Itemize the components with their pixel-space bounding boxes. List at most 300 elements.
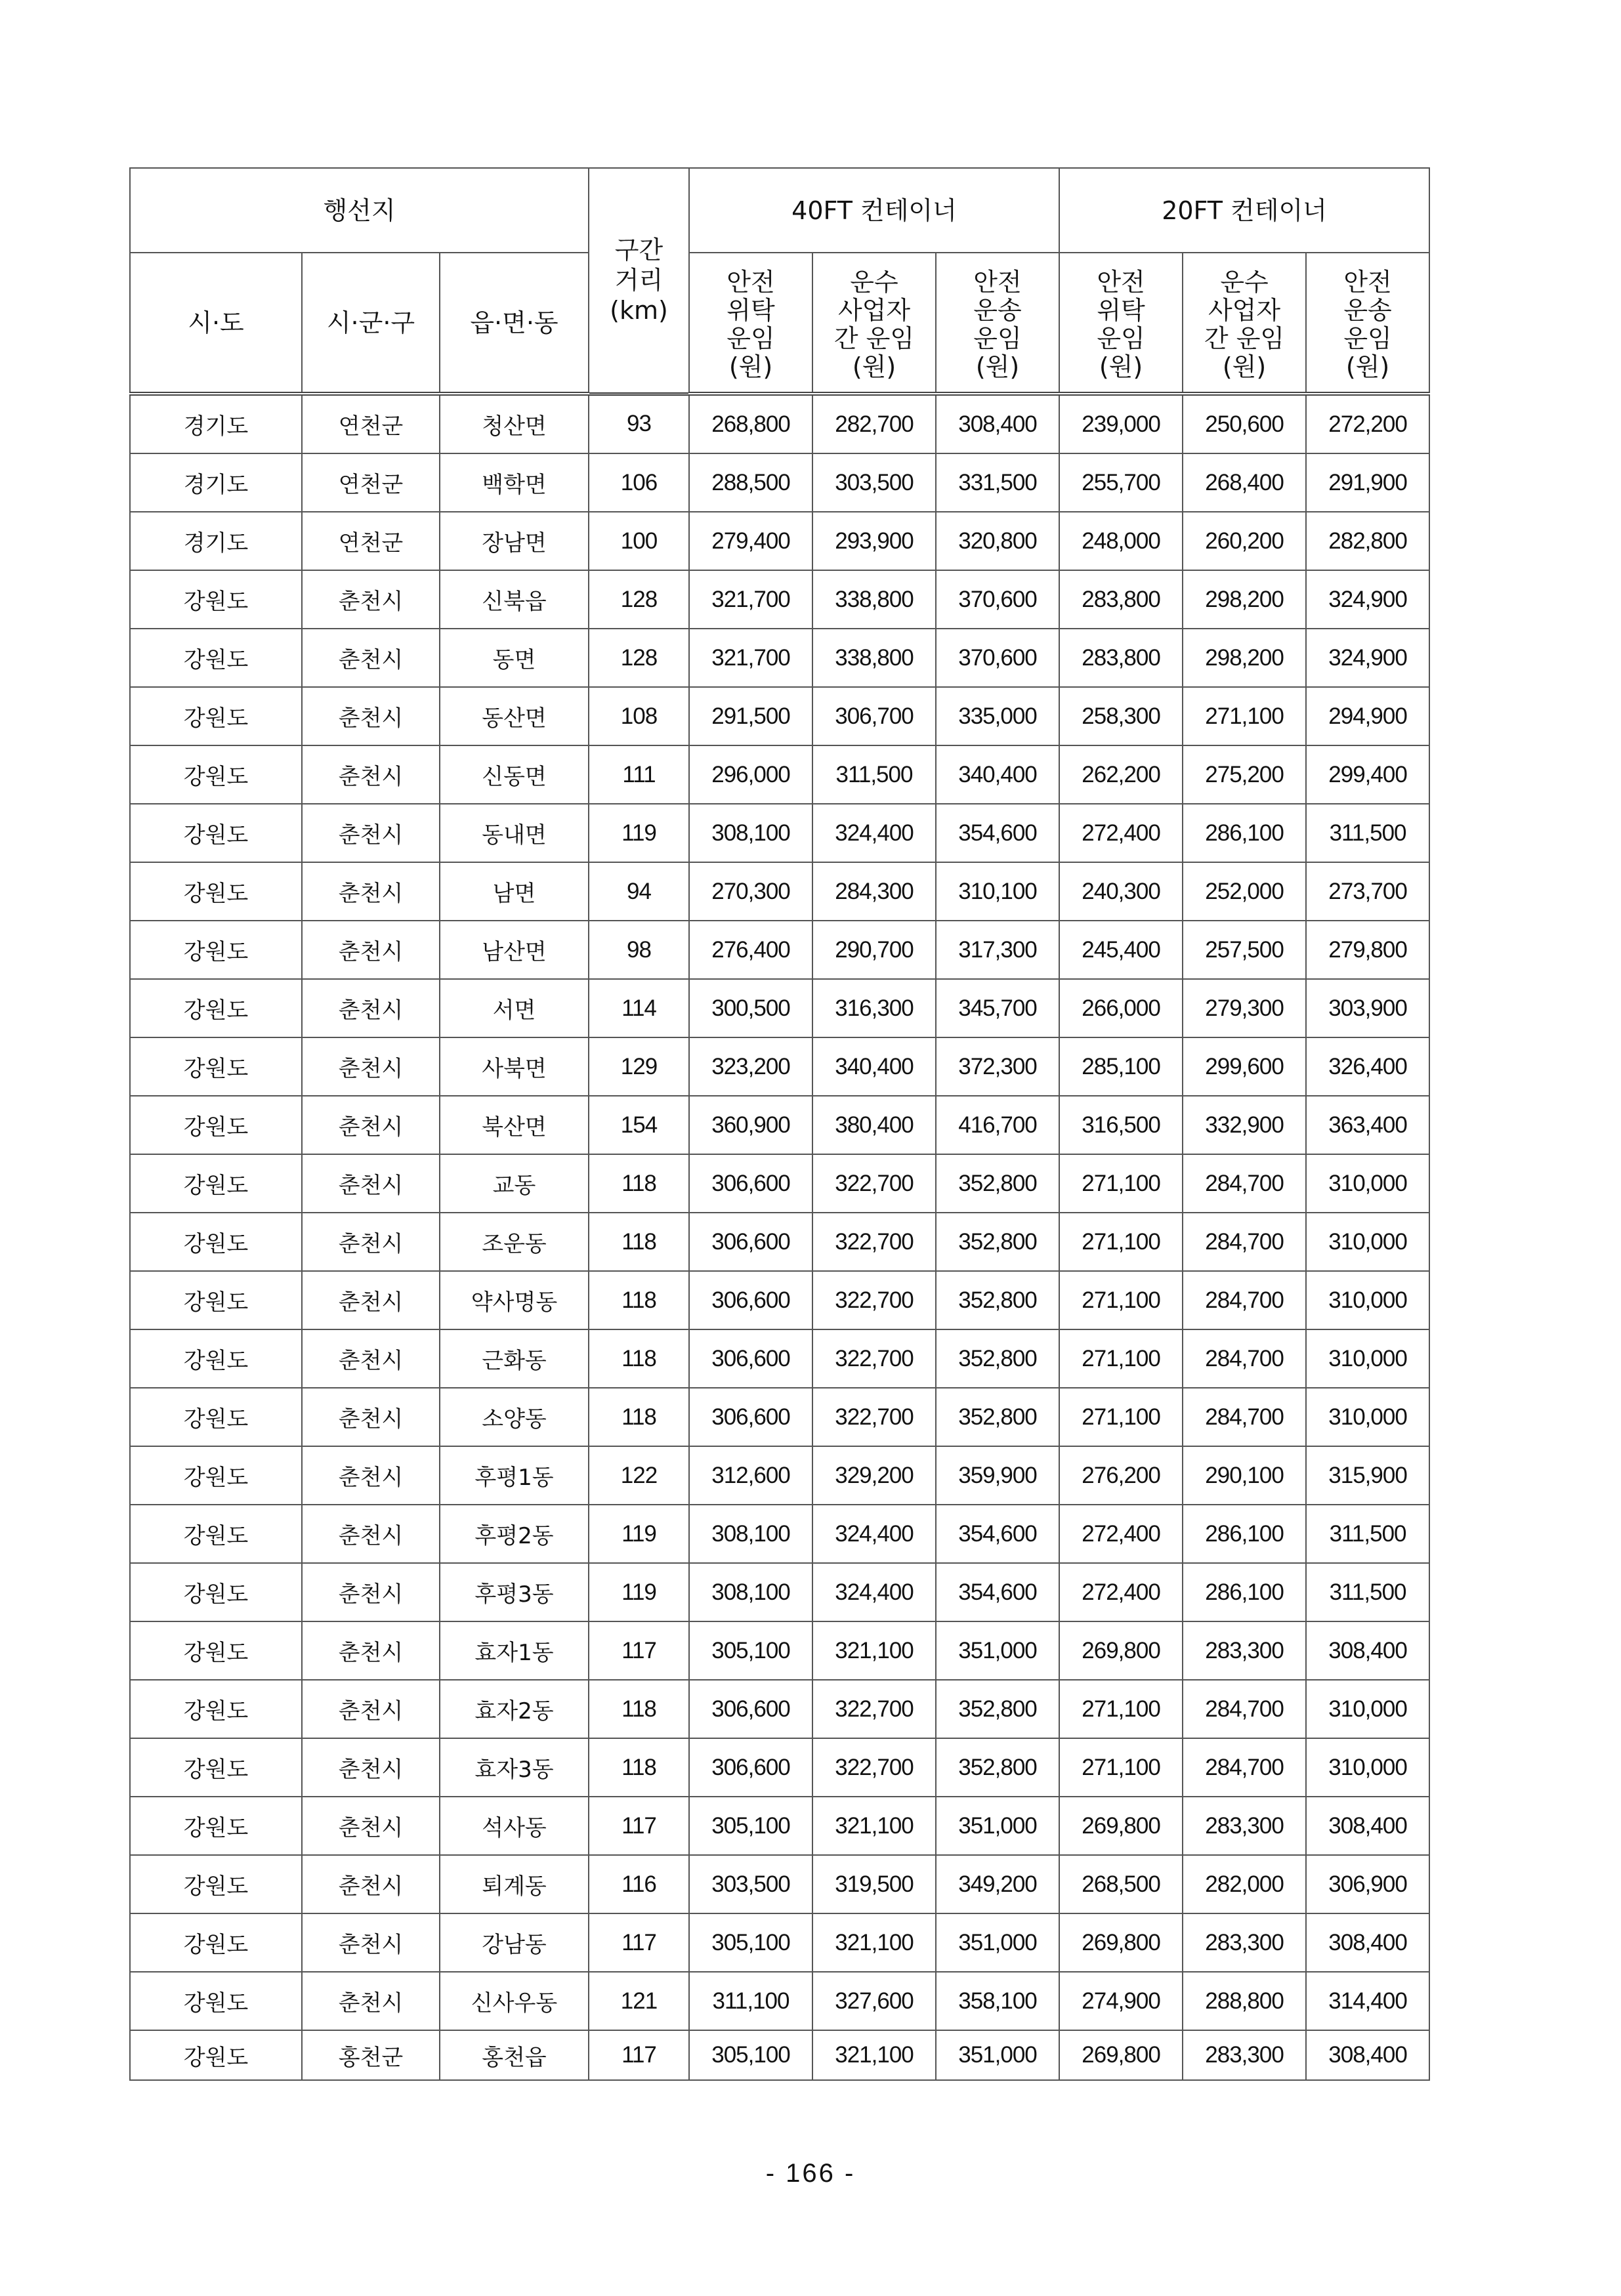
cell-distance: 118: [589, 1271, 689, 1329]
cell-province: 강원도: [130, 745, 302, 804]
table-row: [130, 979, 1429, 1037]
cell-40ft-safety-consign: 306,600: [689, 1154, 812, 1213]
table-row: [130, 1388, 1429, 1446]
cell-province: 강원도: [130, 1096, 302, 1154]
header-city: 시·군·구: [302, 253, 440, 394]
cell-city: 연천군: [302, 453, 440, 512]
table-row: [130, 1271, 1429, 1329]
cell-20ft-safety-transport: 324,900: [1306, 629, 1429, 687]
cell-40ft-safety-transport: 354,600: [936, 1505, 1059, 1563]
table-row: [130, 1621, 1429, 1680]
cell-40ft-carrier: 303,500: [812, 453, 936, 512]
cell-20ft-carrier: 284,700: [1183, 1329, 1306, 1388]
cell-city: 연천군: [302, 394, 440, 453]
cell-40ft-safety-transport: 331,500: [936, 453, 1059, 512]
cell-40ft-safety-consign: 306,600: [689, 1388, 812, 1446]
cell-city: 춘천시: [302, 1505, 440, 1563]
header-destination: 행선지: [130, 168, 589, 253]
cell-20ft-carrier: 283,300: [1183, 1913, 1306, 1972]
table-row: [130, 2030, 1429, 2080]
cell-40ft-safety-consign: 288,500: [689, 453, 812, 512]
cell-town: 홍천읍: [440, 2030, 589, 2080]
table-row: [130, 1213, 1429, 1271]
cell-town: 약사명동: [440, 1271, 589, 1329]
cell-20ft-carrier: 279,300: [1183, 979, 1306, 1037]
header-line: (원): [728, 352, 773, 381]
header-line: 운임: [726, 324, 775, 353]
cell-20ft-safety-consign: 271,100: [1059, 1738, 1183, 1797]
header-line: 안전: [1343, 267, 1392, 297]
cell-40ft-carrier: 322,700: [812, 1271, 936, 1329]
cell-20ft-safety-consign: 271,100: [1059, 1329, 1183, 1388]
cell-town: 북산면: [440, 1096, 589, 1154]
cell-distance: 94: [589, 862, 689, 921]
cell-20ft-safety-transport: 308,400: [1306, 1797, 1429, 1855]
cell-20ft-safety-transport: 311,500: [1306, 1563, 1429, 1621]
cell-40ft-safety-transport: 416,700: [936, 1096, 1059, 1154]
table-row: [130, 1505, 1429, 1563]
cell-distance: 100: [589, 512, 689, 570]
cell-distance: 106: [589, 453, 689, 512]
cell-province: 강원도: [130, 687, 302, 745]
cell-20ft-safety-transport: 310,000: [1306, 1213, 1429, 1271]
cell-20ft-carrier: 271,100: [1183, 687, 1306, 745]
cell-province: 강원도: [130, 862, 302, 921]
cell-province: 강원도: [130, 979, 302, 1037]
cell-province: 강원도: [130, 2030, 302, 2080]
cell-40ft-carrier: 322,700: [812, 1738, 936, 1797]
cell-20ft-safety-transport: 279,800: [1306, 921, 1429, 979]
table-row: [130, 804, 1429, 862]
cell-20ft-safety-transport: 324,900: [1306, 570, 1429, 629]
cell-40ft-safety-consign: 291,500: [689, 687, 812, 745]
cell-town: 남산면: [440, 921, 589, 979]
cell-town: 근화동: [440, 1329, 589, 1388]
table-row: [130, 453, 1429, 512]
cell-20ft-safety-consign: 240,300: [1059, 862, 1183, 921]
cell-40ft-safety-consign: 305,100: [689, 1797, 812, 1855]
cell-40ft-carrier: 284,300: [812, 862, 936, 921]
cell-20ft-safety-transport: 272,200: [1306, 394, 1429, 453]
cell-20ft-safety-transport: 310,000: [1306, 1680, 1429, 1738]
cell-20ft-safety-transport: 314,400: [1306, 1972, 1429, 2030]
cell-40ft-safety-transport: 310,100: [936, 862, 1059, 921]
cell-40ft-carrier: 311,500: [812, 745, 936, 804]
cell-20ft-safety-consign: 248,000: [1059, 512, 1183, 570]
cell-40ft-safety-consign: 308,100: [689, 1563, 812, 1621]
cell-town: 신북읍: [440, 570, 589, 629]
header-distance: [589, 168, 689, 394]
cell-40ft-safety-transport: 340,400: [936, 745, 1059, 804]
table-row: [130, 921, 1429, 979]
cell-20ft-safety-consign: 262,200: [1059, 745, 1183, 804]
cell-distance: 117: [589, 1797, 689, 1855]
cell-20ft-safety-transport: 310,000: [1306, 1329, 1429, 1388]
cell-40ft-safety-transport: 317,300: [936, 921, 1059, 979]
cell-20ft-safety-consign: 283,800: [1059, 570, 1183, 629]
cell-distance: 118: [589, 1154, 689, 1213]
table-row: [130, 862, 1429, 921]
cell-40ft-safety-consign: 323,200: [689, 1037, 812, 1096]
table-row: [130, 512, 1429, 570]
cell-20ft-carrier: 284,700: [1183, 1271, 1306, 1329]
cell-40ft-safety-consign: 312,600: [689, 1446, 812, 1505]
cell-40ft-safety-consign: 305,100: [689, 2030, 812, 2080]
cell-40ft-safety-transport: 358,100: [936, 1972, 1059, 2030]
table-row: [130, 1738, 1429, 1797]
cell-20ft-carrier: 286,100: [1183, 1563, 1306, 1621]
page-number: - 166 -: [765, 2159, 856, 2188]
cell-40ft-safety-consign: 321,700: [689, 570, 812, 629]
cell-distance: 122: [589, 1446, 689, 1505]
cell-20ft-carrier: 298,200: [1183, 570, 1306, 629]
cell-20ft-carrier: 284,700: [1183, 1388, 1306, 1446]
table-row: [130, 687, 1429, 745]
cell-city: 춘천시: [302, 1797, 440, 1855]
header-line: 운송: [1343, 295, 1392, 325]
cell-40ft-carrier: 321,100: [812, 1621, 936, 1680]
cell-distance: 93: [589, 394, 689, 453]
cell-town: 후평3동: [440, 1563, 589, 1621]
cell-city: 춘천시: [302, 1388, 440, 1446]
cell-20ft-carrier: 275,200: [1183, 745, 1306, 804]
cell-20ft-carrier: 286,100: [1183, 1505, 1306, 1563]
cell-city: 홍천군: [302, 2030, 440, 2080]
table-row: [130, 1797, 1429, 1855]
cell-distance: 119: [589, 1505, 689, 1563]
cell-20ft-safety-transport: 310,000: [1306, 1738, 1429, 1797]
cell-20ft-safety-consign: 266,000: [1059, 979, 1183, 1037]
cell-town: 동내면: [440, 804, 589, 862]
header-40ft-carrier-fare: [812, 253, 936, 394]
cell-20ft-safety-transport: 308,400: [1306, 1913, 1429, 1972]
cell-40ft-safety-transport: 352,800: [936, 1388, 1059, 1446]
header-20ft-safety-transport-fare: [1306, 253, 1429, 394]
cell-province: 경기도: [130, 394, 302, 453]
cell-20ft-safety-consign: 272,400: [1059, 804, 1183, 862]
cell-40ft-safety-consign: 308,100: [689, 1505, 812, 1563]
cell-province: 강원도: [130, 1446, 302, 1505]
header-line: (원): [975, 352, 1020, 381]
cell-40ft-safety-consign: 305,100: [689, 1621, 812, 1680]
cell-distance: 117: [589, 1913, 689, 1972]
cell-province: 강원도: [130, 1271, 302, 1329]
cell-distance: 129: [589, 1037, 689, 1096]
cell-40ft-safety-transport: 352,800: [936, 1680, 1059, 1738]
table-row: [130, 1096, 1429, 1154]
cell-town: 남면: [440, 862, 589, 921]
cell-20ft-safety-consign: 276,200: [1059, 1446, 1183, 1505]
cell-40ft-safety-transport: 345,700: [936, 979, 1059, 1037]
cell-province: 경기도: [130, 453, 302, 512]
header-line: (원): [1222, 352, 1267, 381]
cell-40ft-safety-transport: 359,900: [936, 1446, 1059, 1505]
cell-distance: 117: [589, 2030, 689, 2080]
cell-40ft-safety-transport: 352,800: [936, 1738, 1059, 1797]
cell-40ft-safety-consign: 279,400: [689, 512, 812, 570]
cell-province: 강원도: [130, 629, 302, 687]
cell-distance: 154: [589, 1096, 689, 1154]
cell-40ft-carrier: 380,400: [812, 1096, 936, 1154]
cell-20ft-safety-transport: 291,900: [1306, 453, 1429, 512]
table-header: [130, 168, 1429, 394]
header-line: 위탁: [1097, 295, 1145, 325]
cell-20ft-safety-transport: 311,500: [1306, 1505, 1429, 1563]
cell-province: 강원도: [130, 1680, 302, 1738]
cell-20ft-safety-transport: 294,900: [1306, 687, 1429, 745]
cell-20ft-safety-consign: 274,900: [1059, 1972, 1183, 2030]
cell-distance: 119: [589, 1563, 689, 1621]
table-row: [130, 1037, 1429, 1096]
table-row: [130, 1913, 1429, 1972]
cell-20ft-carrier: 250,600: [1183, 394, 1306, 453]
cell-40ft-carrier: 338,800: [812, 570, 936, 629]
cell-40ft-safety-transport: 349,200: [936, 1855, 1059, 1913]
cell-20ft-safety-transport: 315,900: [1306, 1446, 1429, 1505]
cell-20ft-safety-consign: 245,400: [1059, 921, 1183, 979]
cell-20ft-safety-transport: 363,400: [1306, 1096, 1429, 1154]
cell-20ft-carrier: 299,600: [1183, 1037, 1306, 1096]
header-line: 사업자: [837, 295, 911, 325]
cell-40ft-safety-transport: 351,000: [936, 1621, 1059, 1680]
table-row: [130, 629, 1429, 687]
cell-city: 춘천시: [302, 1271, 440, 1329]
header-line: 운수: [850, 267, 898, 297]
cell-city: 춘천시: [302, 570, 440, 629]
cell-40ft-carrier: 324,400: [812, 1563, 936, 1621]
cell-40ft-safety-transport: 370,600: [936, 629, 1059, 687]
header-distance-line: 거리: [614, 266, 663, 295]
cell-20ft-carrier: 298,200: [1183, 629, 1306, 687]
cell-40ft-carrier: 327,600: [812, 1972, 936, 2030]
cell-20ft-safety-transport: 308,400: [1306, 1621, 1429, 1680]
cell-40ft-safety-transport: 352,800: [936, 1329, 1059, 1388]
cell-city: 춘천시: [302, 804, 440, 862]
cell-town: 조운동: [440, 1213, 589, 1271]
cell-distance: 114: [589, 979, 689, 1037]
cell-40ft-safety-consign: 270,300: [689, 862, 812, 921]
table-row: [130, 1154, 1429, 1213]
cell-20ft-carrier: 282,000: [1183, 1855, 1306, 1913]
table-row: [130, 1329, 1429, 1388]
cell-city: 춘천시: [302, 745, 440, 804]
cell-20ft-carrier: 332,900: [1183, 1096, 1306, 1154]
cell-province: 강원도: [130, 1913, 302, 1972]
fare-table: [129, 167, 1430, 2081]
header-distance-line: (km): [610, 296, 668, 325]
cell-20ft-carrier: 257,500: [1183, 921, 1306, 979]
cell-province: 강원도: [130, 1563, 302, 1621]
table-row: [130, 1855, 1429, 1913]
cell-40ft-safety-consign: 306,600: [689, 1213, 812, 1271]
cell-town: 소양동: [440, 1388, 589, 1446]
cell-city: 춘천시: [302, 1738, 440, 1797]
cell-20ft-carrier: 252,000: [1183, 862, 1306, 921]
cell-40ft-carrier: 282,700: [812, 394, 936, 453]
header-40ft-container: 40FT 컨테이너: [689, 168, 1059, 253]
cell-20ft-safety-consign: 255,700: [1059, 453, 1183, 512]
header-20ft-container: 20FT 컨테이너: [1059, 168, 1429, 253]
cell-town: 신사우동: [440, 1972, 589, 2030]
cell-distance: 116: [589, 1855, 689, 1913]
cell-40ft-carrier: 322,700: [812, 1388, 936, 1446]
cell-town: 교동: [440, 1154, 589, 1213]
header-40ft-safety-transport-fare: [936, 253, 1059, 394]
cell-20ft-safety-consign: 269,800: [1059, 1913, 1183, 1972]
cell-40ft-carrier: 290,700: [812, 921, 936, 979]
cell-town: 동산면: [440, 687, 589, 745]
cell-20ft-safety-consign: 269,800: [1059, 1797, 1183, 1855]
cell-city: 춘천시: [302, 1621, 440, 1680]
cell-20ft-safety-consign: 271,100: [1059, 1271, 1183, 1329]
cell-20ft-safety-transport: 303,900: [1306, 979, 1429, 1037]
cell-city: 춘천시: [302, 1154, 440, 1213]
cell-40ft-carrier: 324,400: [812, 804, 936, 862]
header-distance-line: 구간: [614, 236, 663, 265]
cell-province: 강원도: [130, 1972, 302, 2030]
cell-40ft-safety-consign: 305,100: [689, 1913, 812, 1972]
cell-20ft-safety-transport: 326,400: [1306, 1037, 1429, 1096]
cell-40ft-carrier: 340,400: [812, 1037, 936, 1096]
cell-city: 춘천시: [302, 921, 440, 979]
cell-city: 춘천시: [302, 1913, 440, 1972]
cell-20ft-safety-consign: 271,100: [1059, 1388, 1183, 1446]
cell-40ft-carrier: 338,800: [812, 629, 936, 687]
cell-40ft-safety-consign: 268,800: [689, 394, 812, 453]
cell-20ft-safety-consign: 316,500: [1059, 1096, 1183, 1154]
cell-town: 서면: [440, 979, 589, 1037]
cell-20ft-safety-transport: 273,700: [1306, 862, 1429, 921]
cell-20ft-carrier: 288,800: [1183, 1972, 1306, 2030]
cell-distance: 118: [589, 1738, 689, 1797]
cell-province: 강원도: [130, 1329, 302, 1388]
cell-40ft-carrier: 321,100: [812, 2030, 936, 2080]
cell-20ft-safety-consign: 271,100: [1059, 1213, 1183, 1271]
cell-province: 강원도: [130, 921, 302, 979]
table-row: [130, 1972, 1429, 2030]
cell-20ft-safety-transport: 311,500: [1306, 804, 1429, 862]
cell-40ft-safety-transport: 354,600: [936, 1563, 1059, 1621]
cell-20ft-carrier: 286,100: [1183, 804, 1306, 862]
cell-city: 춘천시: [302, 1563, 440, 1621]
cell-town: 석사동: [440, 1797, 589, 1855]
cell-20ft-safety-transport: 299,400: [1306, 745, 1429, 804]
cell-town: 효자3동: [440, 1738, 589, 1797]
cell-40ft-safety-transport: 352,800: [936, 1154, 1059, 1213]
cell-20ft-safety-consign: 271,100: [1059, 1154, 1183, 1213]
cell-40ft-carrier: 306,700: [812, 687, 936, 745]
cell-40ft-safety-consign: 308,100: [689, 804, 812, 862]
cell-city: 춘천시: [302, 1037, 440, 1096]
cell-20ft-safety-consign: 285,100: [1059, 1037, 1183, 1096]
header-line: (원): [1099, 352, 1143, 381]
cell-40ft-carrier: 316,300: [812, 979, 936, 1037]
cell-40ft-safety-consign: 321,700: [689, 629, 812, 687]
cell-20ft-safety-transport: 310,000: [1306, 1154, 1429, 1213]
cell-city: 춘천시: [302, 1446, 440, 1505]
header-20ft-safety-consign-fare: [1059, 253, 1183, 394]
cell-40ft-carrier: 322,700: [812, 1213, 936, 1271]
cell-40ft-safety-consign: 306,600: [689, 1271, 812, 1329]
cell-40ft-safety-consign: 276,400: [689, 921, 812, 979]
cell-province: 강원도: [130, 1154, 302, 1213]
cell-town: 백학면: [440, 453, 589, 512]
cell-town: 효자2동: [440, 1680, 589, 1738]
fare-table-container: [129, 167, 1430, 2081]
cell-20ft-carrier: 283,300: [1183, 1797, 1306, 1855]
cell-40ft-carrier: 322,700: [812, 1329, 936, 1388]
cell-city: 춘천시: [302, 1329, 440, 1388]
cell-city: 춘천시: [302, 862, 440, 921]
cell-40ft-carrier: 321,100: [812, 1913, 936, 1972]
cell-40ft-safety-consign: 311,100: [689, 1972, 812, 2030]
table-row: [130, 394, 1429, 453]
cell-province: 강원도: [130, 570, 302, 629]
header-40ft-safety-consign-fare: [689, 253, 812, 394]
cell-town: 강남동: [440, 1913, 589, 1972]
cell-40ft-carrier: 322,700: [812, 1680, 936, 1738]
cell-40ft-carrier: 321,100: [812, 1797, 936, 1855]
cell-province: 강원도: [130, 1621, 302, 1680]
cell-40ft-safety-consign: 296,000: [689, 745, 812, 804]
cell-40ft-safety-transport: 370,600: [936, 570, 1059, 629]
cell-province: 강원도: [130, 1855, 302, 1913]
header-line: 운임: [1343, 324, 1392, 353]
header-line: 운송: [973, 295, 1022, 325]
cell-20ft-safety-consign: 239,000: [1059, 394, 1183, 453]
cell-40ft-safety-transport: 351,000: [936, 1797, 1059, 1855]
cell-distance: 108: [589, 687, 689, 745]
cell-20ft-safety-consign: 268,500: [1059, 1855, 1183, 1913]
cell-province: 강원도: [130, 1738, 302, 1797]
cell-distance: 128: [589, 629, 689, 687]
header-line: 간 운임: [833, 324, 915, 353]
cell-20ft-safety-consign: 272,400: [1059, 1563, 1183, 1621]
cell-20ft-carrier: 284,700: [1183, 1154, 1306, 1213]
table-row: [130, 745, 1429, 804]
cell-40ft-safety-consign: 360,900: [689, 1096, 812, 1154]
cell-province: 경기도: [130, 512, 302, 570]
cell-20ft-safety-consign: 272,400: [1059, 1505, 1183, 1563]
cell-20ft-safety-transport: 282,800: [1306, 512, 1429, 570]
cell-20ft-safety-transport: 310,000: [1306, 1271, 1429, 1329]
cell-20ft-carrier: 290,100: [1183, 1446, 1306, 1505]
cell-40ft-carrier: 322,700: [812, 1154, 936, 1213]
cell-town: 퇴계동: [440, 1855, 589, 1913]
cell-city: 춘천시: [302, 1972, 440, 2030]
cell-20ft-safety-transport: 308,400: [1306, 2030, 1429, 2080]
cell-distance: 128: [589, 570, 689, 629]
cell-city: 춘천시: [302, 1855, 440, 1913]
cell-40ft-safety-consign: 300,500: [689, 979, 812, 1037]
cell-city: 춘천시: [302, 629, 440, 687]
cell-distance: 121: [589, 1972, 689, 2030]
cell-20ft-safety-consign: 271,100: [1059, 1680, 1183, 1738]
cell-province: 강원도: [130, 1505, 302, 1563]
header-line: 운수: [1220, 267, 1269, 297]
cell-40ft-safety-transport: 352,800: [936, 1213, 1059, 1271]
header-line: 안전: [1097, 267, 1145, 297]
cell-distance: 111: [589, 745, 689, 804]
cell-province: 강원도: [130, 1388, 302, 1446]
header-20ft-carrier-fare: [1183, 253, 1306, 394]
cell-city: 춘천시: [302, 1096, 440, 1154]
cell-20ft-safety-consign: 258,300: [1059, 687, 1183, 745]
cell-40ft-safety-transport: 308,400: [936, 394, 1059, 453]
header-line: (원): [1345, 352, 1390, 381]
header-province: 시·도: [130, 253, 302, 394]
cell-40ft-safety-transport: 335,000: [936, 687, 1059, 745]
